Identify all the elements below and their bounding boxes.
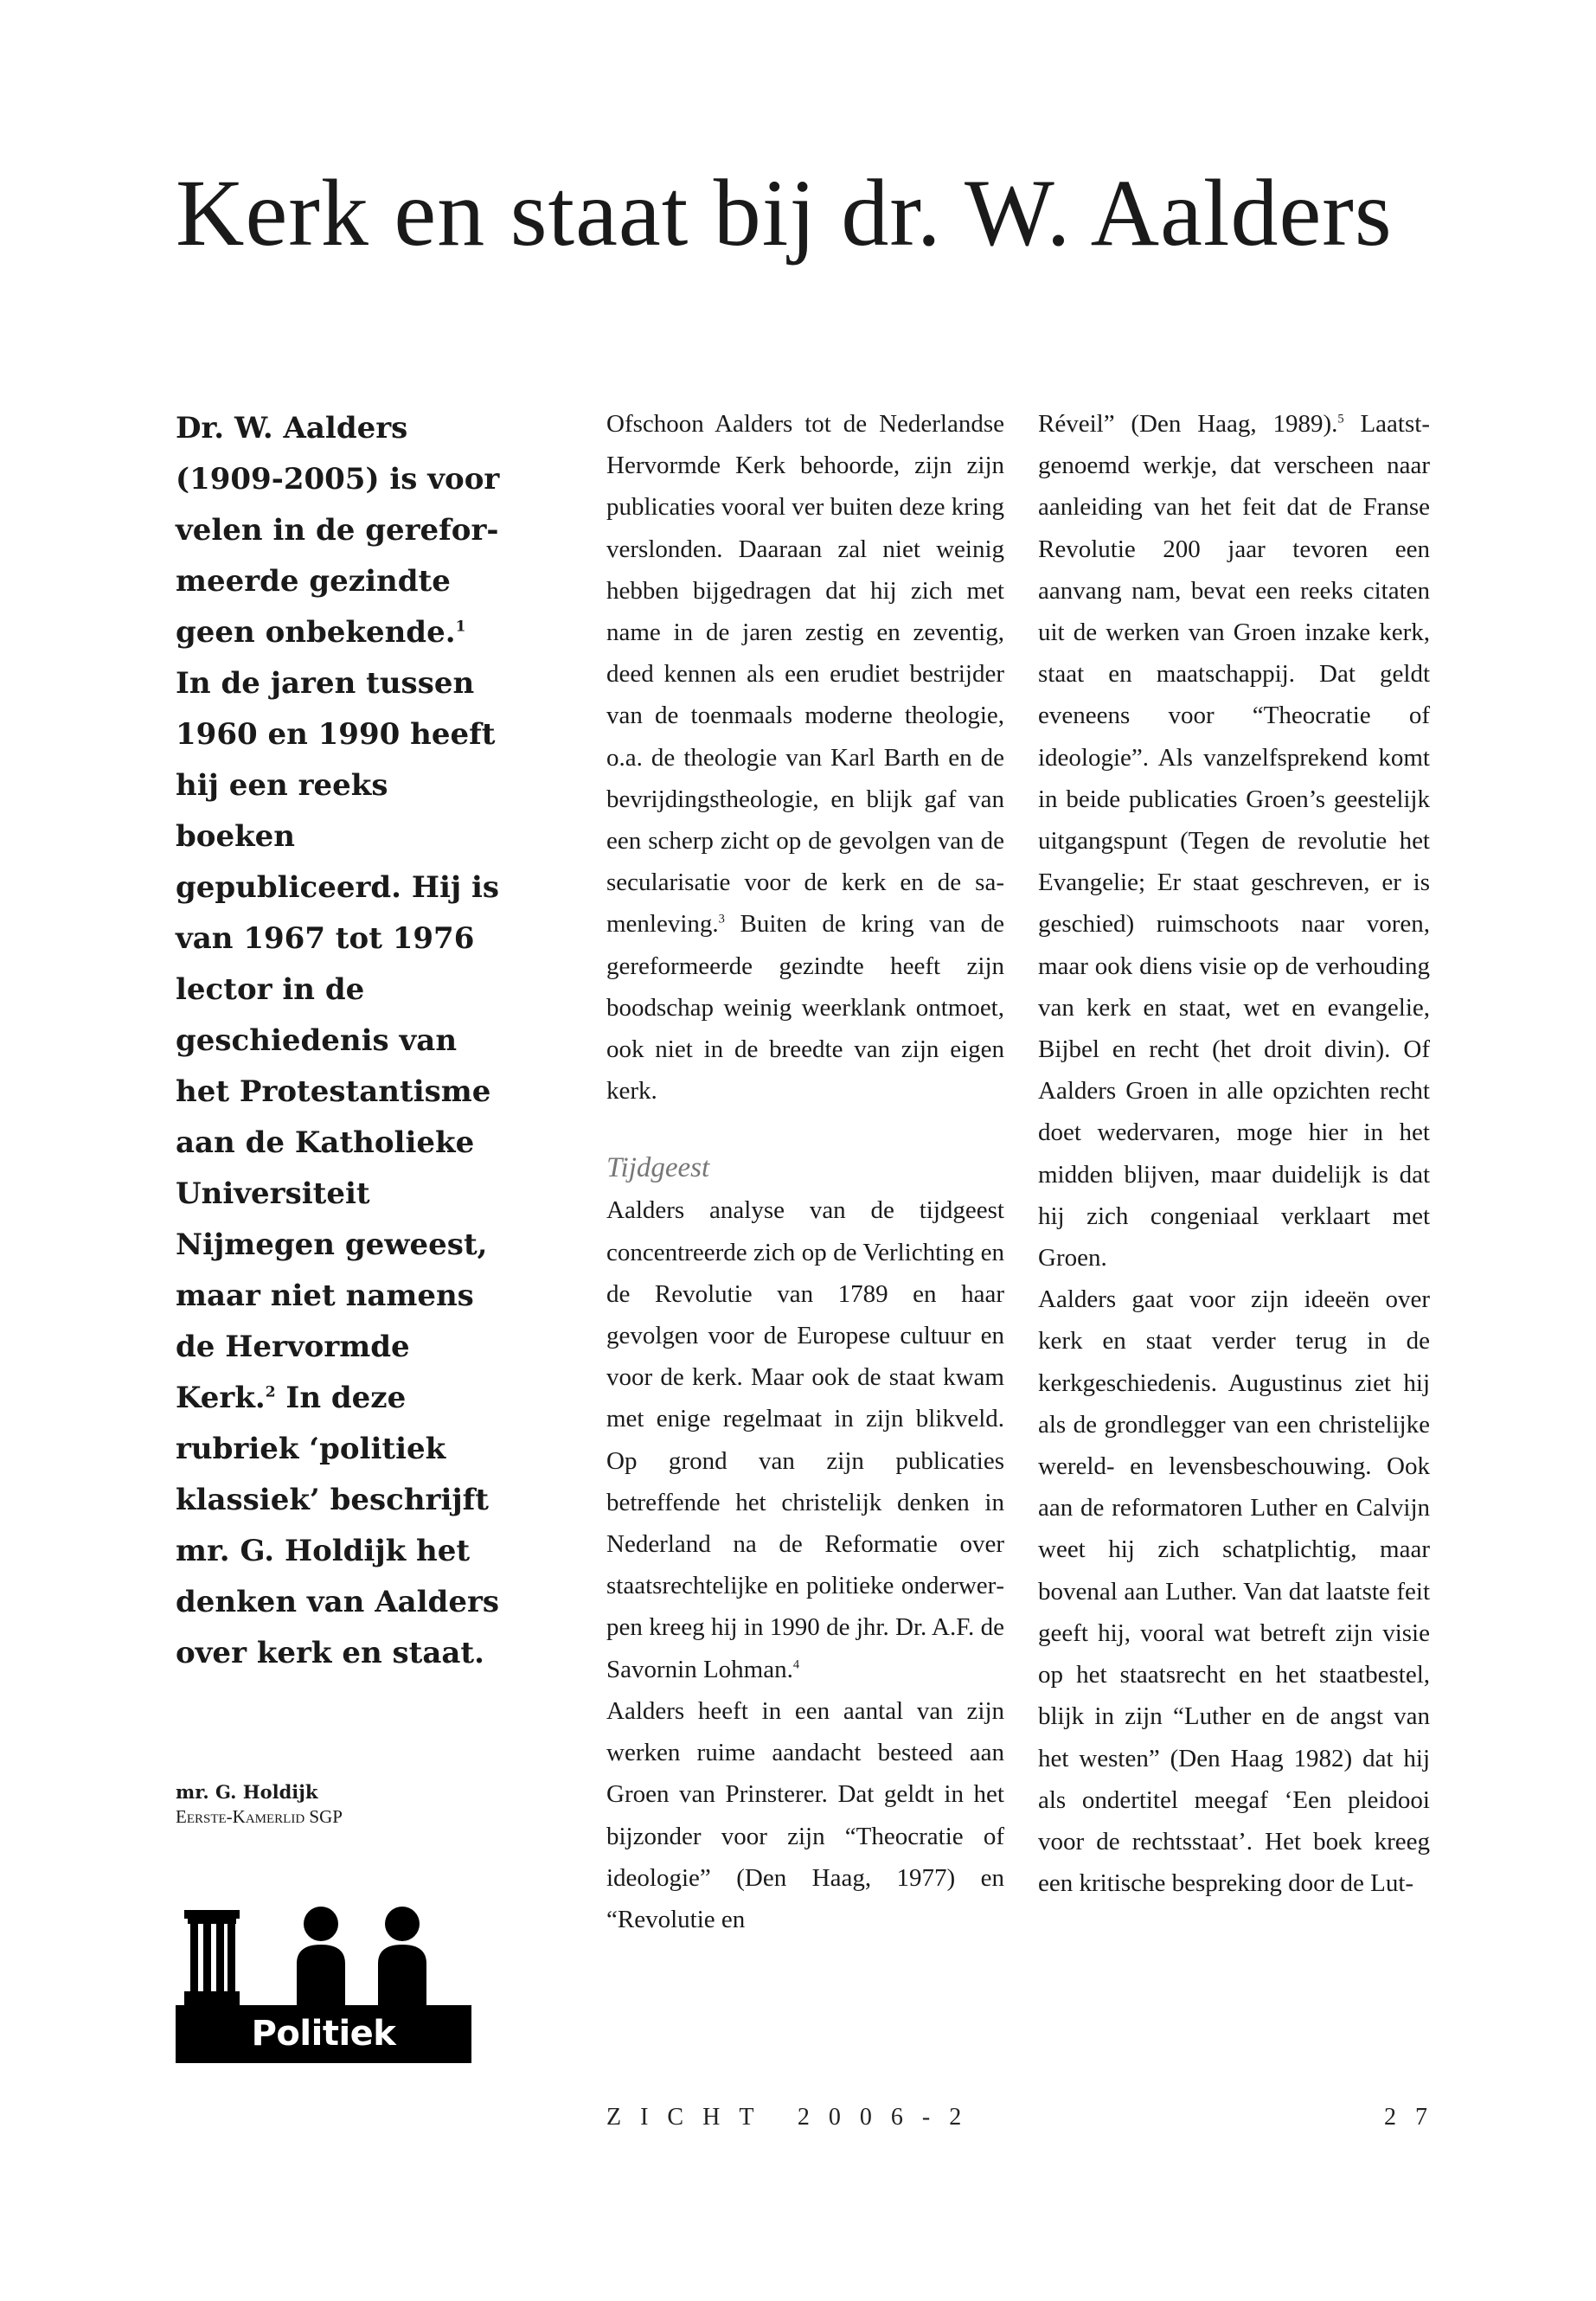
paragraph: [606, 403, 1004, 1112]
logo-label: Politiek klassiek: [176, 2005, 471, 2063]
lead-text-c: In deze rubriek ‘politiek klassiek’ beschrijft mr. G. Holdijk het denken van Aalders over kerk en staat.: [176, 1381, 499, 1670]
footnote-ref-5: 5: [1337, 412, 1344, 426]
col1-p2-text: Aalders analyse van de tijdgeest concentreerde zich op de Verlichting en de Revolutie van 1789 en haar gevolgen voor de Europese cultuur en voor de kerk. Maar ook de staat kwam met enige regelmaat in zijn blikveld. Op grond van zijn publicaties betreffende het christelijk denken in Nederland na de Reformatie over staatsrechtelijke en politieke onderwerpen kreeg hij in 1990 de jhr. Dr. A.F. de Savornin Lohman.: [606, 1196, 1004, 1683]
col1-p1-text-b: Buiten de kring van de gereformeerde gezindte heeft zijn boodschap weinig weerklank ontmoet, ook niet in de breedte van zijn eigen kerk.: [606, 910, 1004, 1106]
paragraph: Aalders heeft in een aantal van zijn werken ruime aandacht besteed aan Groen van Prinsterer. Dat geldt in het bijzonder voor zijn “Theocratie of ideologie” (Den Haag, 1977) en “Revolutie en: [606, 1696, 1004, 1933]
footer-journal: ZICHT 2006-2: [606, 2104, 981, 2131]
page-number: 27: [1384, 2104, 1446, 2131]
article-title: Kerk en staat bij dr. W. Aalders: [176, 160, 1393, 266]
footnote-ref-2: 2: [265, 1383, 276, 1401]
footnote-ref-4: 4: [792, 1657, 800, 1672]
col1-p1-text-a: Ofschoon Aalders tot de Nederlandse Hervormde Kerk behoorde, zijn zijn publicaties vooral ver buiten deze kring verslonden. Daaraan zal niet weinig hebben bijgedragen dat hij zich met name in de jaren zestig en zeventig, deed kennen als een erudiet bestrijder van de toenmaals moderne theologie, o.a. de theologie van Karl Barth en de bevrijdingstheologie, en blijk gaf van een scherp zicht op de gevolgen van de secularisatie voor de kerk en de samenleving.: [606, 410, 1004, 939]
author-name: mr. G. Holdijk: [176, 1781, 318, 1803]
columns-and-figures-icon: [176, 1903, 471, 2007]
author-role: Eerste-Kamerlid SGP: [176, 1806, 343, 1827]
politiek-klassiek-logo: [176, 1903, 471, 2112]
body-column-2: [1038, 403, 1430, 1904]
col2-p1-text-a: Réveil” (Den Haag, 1989).: [1038, 410, 1338, 438]
body-column-1: [606, 403, 1004, 1940]
lead-text-a: Dr. W. Aalders (1909-2005) is voor velen in de gereformeerde gezindte geen onbekende.: [176, 411, 500, 650]
lead-intro: [176, 403, 504, 1679]
section-heading: Tijdgeest: [606, 1152, 710, 1184]
author-block: [176, 1780, 504, 1829]
lead-text-b: In de jaren tussen 1960 en 1990 heeft hij een reeks boeken gepubliceerd. Hij is van 1967 tot 1976 lector in de geschiedenis van het Protestantisme aan de Katholieke Universiteit Nijmegen geweest, maar niet namens de Hervormde Kerk.: [176, 666, 500, 1415]
footnote-ref-1: 1: [455, 618, 466, 636]
paragraph: [606, 1189, 1004, 1689]
paragraph: [1038, 403, 1430, 1279]
col2-p1-text-b: Laatstgenoemd werkje, dat verscheen naar aanleiding van het feit dat de Franse Revolutie 200 jaar tevoren een aanvang nam, bevat een reeks citaten uit de werken van Groen inzake kerk, staat en maatschappij. Dat geldt eveneens voor “Theocratie of ideologie”. Als vanzelfsprekend komt in beide publicaties Groen’s geestelijk uitgangspunt (Tegen de revolutie het Evangelie; Er staat geschreven, er is geschied) ruimschoots naar voren, maar ook diens visie op de verhouding van kerk en staat, wet en evangelie, Bijbel en recht (het droit divin). Of Aalders Groen in alle opzichten recht doet wedervaren, moge hier in het midden blijven, maar duidelijk is dat hij zich congeniaal verklaart met Groen.: [1038, 410, 1431, 1272]
footnote-ref-3: 3: [718, 912, 725, 926]
paragraph: Aalders gaat voor zijn ideeën over kerk en staat verder terug in de kerkgeschiedenis. Augustinus ziet hij als de grondlegger van een christelijke wereld- en levensbeschouwing. Ook aan de reformatoren Luther en Calvijn weet hij zich schatplichtig, maar bovenal aan Luther. Van dat laatste feit geeft hij, vooral wat betreft zijn visie op het staatsrecht en het staatbestel, blijk in zijn “Luther en de angst van het westen” (Den Haag 1982) dat hij als ondertitel meegaf ‘Een pleidooi voor de rechtsstaat’. Het boek kreeg een kritische bespreking door de Lut-: [1038, 1285, 1430, 1898]
